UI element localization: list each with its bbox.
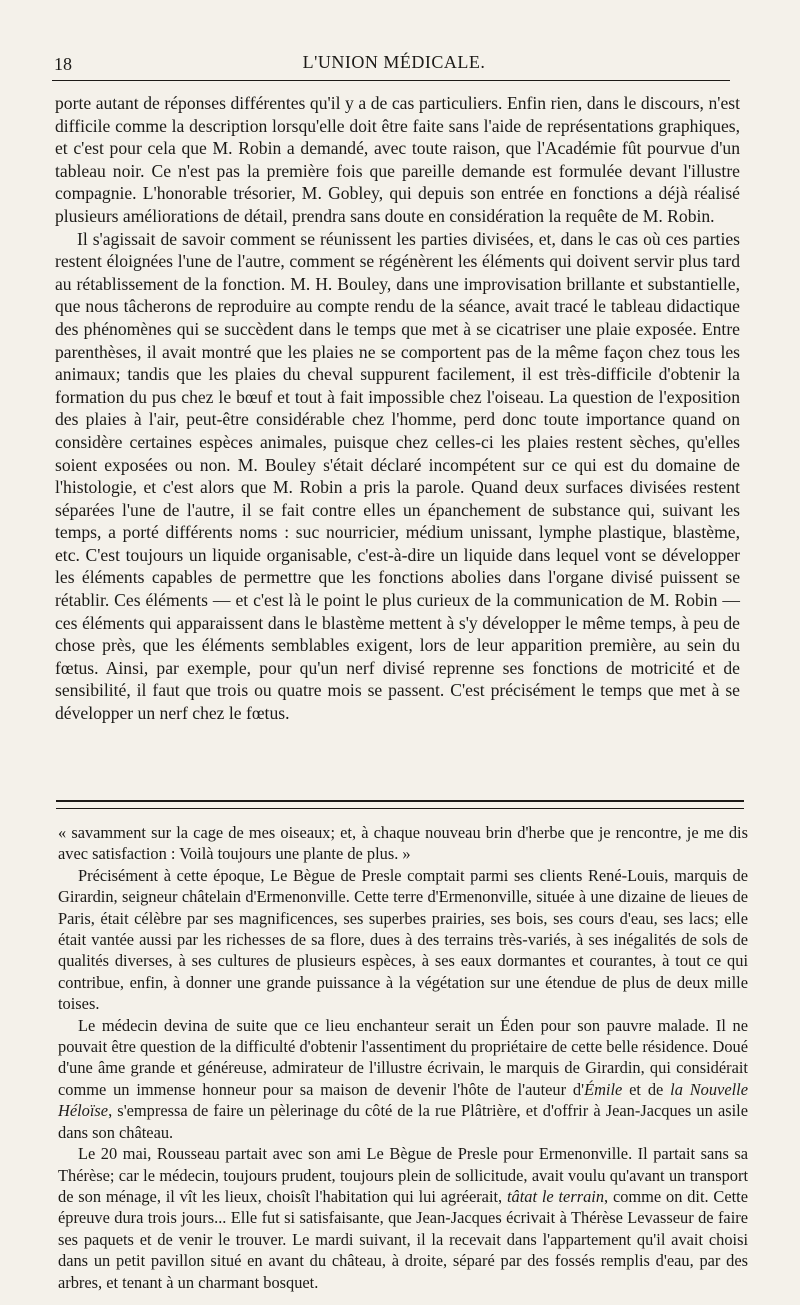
feuilleton-quote: « savamment sur la cage de mes oiseaux; et, à chaque nouveau brin d'herbe que je rencontre, je me dis avec satisfaction : Voilà toujours une plante de plus. » bbox=[58, 823, 748, 864]
article-paragraph-1: porte autant de réponses différentes qu'il y a de cas particuliers. Enfin rien, dans le discours, n'est difficile comme la description lorsqu'elle doit être faite sans l'aide de représentations graphiques, et c'est pour cela que M. Robin a demandé, avec toute raison, que l'Académie fût pourvue d'un tableau noir. Ce n'est pas la première fois que pareille demande est formulée devant l'illustre compagnie. L'honorable trésorier, M. Gobley, qui depuis son entrée en fonctions a déjà réalisé plusieurs améliorations de détail, prendra sans doute en considération la requête de M. Robin. bbox=[55, 93, 740, 226]
feuilleton-section bbox=[58, 822, 748, 1293]
running-title: L'UNION MÉDICALE. bbox=[302, 52, 486, 72]
page-header bbox=[48, 46, 740, 76]
article-body bbox=[55, 92, 740, 725]
book-title-heloise: la Nouvelle Héloïse bbox=[58, 1079, 748, 1121]
feuilleton-text: Le médecin devina de suite que ce lieu enchanteur serait un Éden pour son pauvre malade. Il ne pouvait être question de la difficulté d'obtenir l'assentiment du propriétaire de cette belle résidence. Doué d'une âme grande et généreuse, admirateur de l'illustre écrivain, le marquis de Girardin, qui considérait comme un immense honneur pour sa maison de devenir l'hôte de l'auteur d' bbox=[58, 1015, 748, 1099]
feuilleton-text: et de bbox=[622, 1079, 671, 1099]
article-paragraph-2: Il s'agissait de savoir comment se réunissent les parties divisées, et, dans le cas où ces parties restent éloignées l'une de l'autre, comment se régénèrent les éléments qui doivent servir plus tard au rétablissement de la fonction. M. H. Bouley, dans une improvisation brillante et substantielle, que nous tâcherons de reproduire au compte rendu de la séance, avait tracé le tableau didactique des phénomènes qui se succèdent dans le temps que met à se cicatriser une plaie exposée. Entre parenthèses, il avait montré que les plaies ne se comportent pas de la même façon chez tous les animaux; tandis que les plaies du cheval suppurent facilement, il est très-difficile d'obtenir la formation du pus chez le bœuf et tout à fait impossible chez l'oiseau. La question de l'exposition des plaies à l'air, peut-être considérable chez l'homme, perd donc toute importance quand on considère certaines espèces animales, puisque chez celles-ci les plaies restent sèches, qu'elles soient exposées ou non. M. Bouley s'était déclaré incompétent sur ce qui est du domaine de l'histologie, et c'est alors que M. Robin a pris la parole. Quand deux surfaces divisées restent séparées l'une de l'autre, il se fait contre elles un épanchement de substance qui, suivant les temps, a porté différents noms : suc nourricier, médium unissant, lymphe plastique, blastème, etc. C'est toujours un liquide organisable, c'est-à-dire un liquide dans lequel vont se développer les éléments capables de permettre que les fonctions abolies dans l'organe divisé puissent se rétablir. Ces éléments — et c'est là le point le plus curieux de la communication de M. Robin — ces éléments qui apparaissent dans le blastème mettent à s'y développer le même temps, à peu de chose près, que les éléments semblables exigent, lors de leur apparition première, au sein du fœtus. Ainsi, par exemple, pour qu'un nerf divisé reprenne ses fonctions de motricité et de sensibilité, il faut que trois ou quatre mois se passent. C'est précisément le temps que met à se développer un nerf chez le fœtus. bbox=[55, 228, 740, 724]
page-number: 18 bbox=[54, 54, 72, 74]
header-rule bbox=[52, 80, 730, 81]
feuilleton-paragraph-3 bbox=[58, 1143, 748, 1293]
feuilleton-separator bbox=[56, 800, 744, 809]
feuilleton-paragraph-1: Précisément à cette époque, Le Bègue de Presle comptait parmi ses clients René-Louis, marquis de Girardin, seigneur châtelain d'Ermenonville. Cette terre d'Ermenonville, située à une dizaine de lieues de Paris, était célèbre par ses magnificences, ses superbes prairies, ses bois, ses cours d'eau, ses lacs; elle était vantée aussi par les richesses de sa flore, dues à des terrains très-variés, à ses inégalités de sols de qualités diverses, à ses cultures de plusieurs espèces, à ses eaux dormantes et courantes, à tout ce qui contribue, enfin, à donner une grande puissance à la végétation sur une étendue de plus de deux mille toises. bbox=[58, 865, 748, 1014]
italic-phrase: tâtat le terrain bbox=[506, 1186, 605, 1206]
feuilleton-text: , s'empressa de faire un pèlerinage du côté de la rue Plâtrière, et d'offrir à Jean-Jacques un asile dans son château. bbox=[58, 1101, 748, 1142]
book-title-emile: Émile bbox=[584, 1079, 623, 1099]
feuilleton-text: , comme on dit. Cette épreuve dura trois jours... Elle fut si satisfaisante, que Jean-Jacques écrivait à Thérèse Levasseur de faire ses paquets et de venir le trouver. Le mardi suivant, il la recevait dans l'appartement qu'il avait choisi dans un petit pavillon situé en avant du château, à droite, séparé par des fossés remplis d'eau, par des arbres, et tenant à un charmant bosquet. bbox=[58, 1186, 749, 1292]
feuilleton-text: Le 20 mai, Rousseau partait avec son ami Le Bègue de Presle pour Ermenonville. Il partait sans sa Thérèse; car le médecin, toujours prudent, toujours plein de sollicitude, avait voulu qu'avant un transport de son ménage, il vît les lieux, choisît l'habitation qui lui agréerait, bbox=[58, 1144, 748, 1206]
feuilleton-paragraph-2 bbox=[58, 1015, 748, 1143]
